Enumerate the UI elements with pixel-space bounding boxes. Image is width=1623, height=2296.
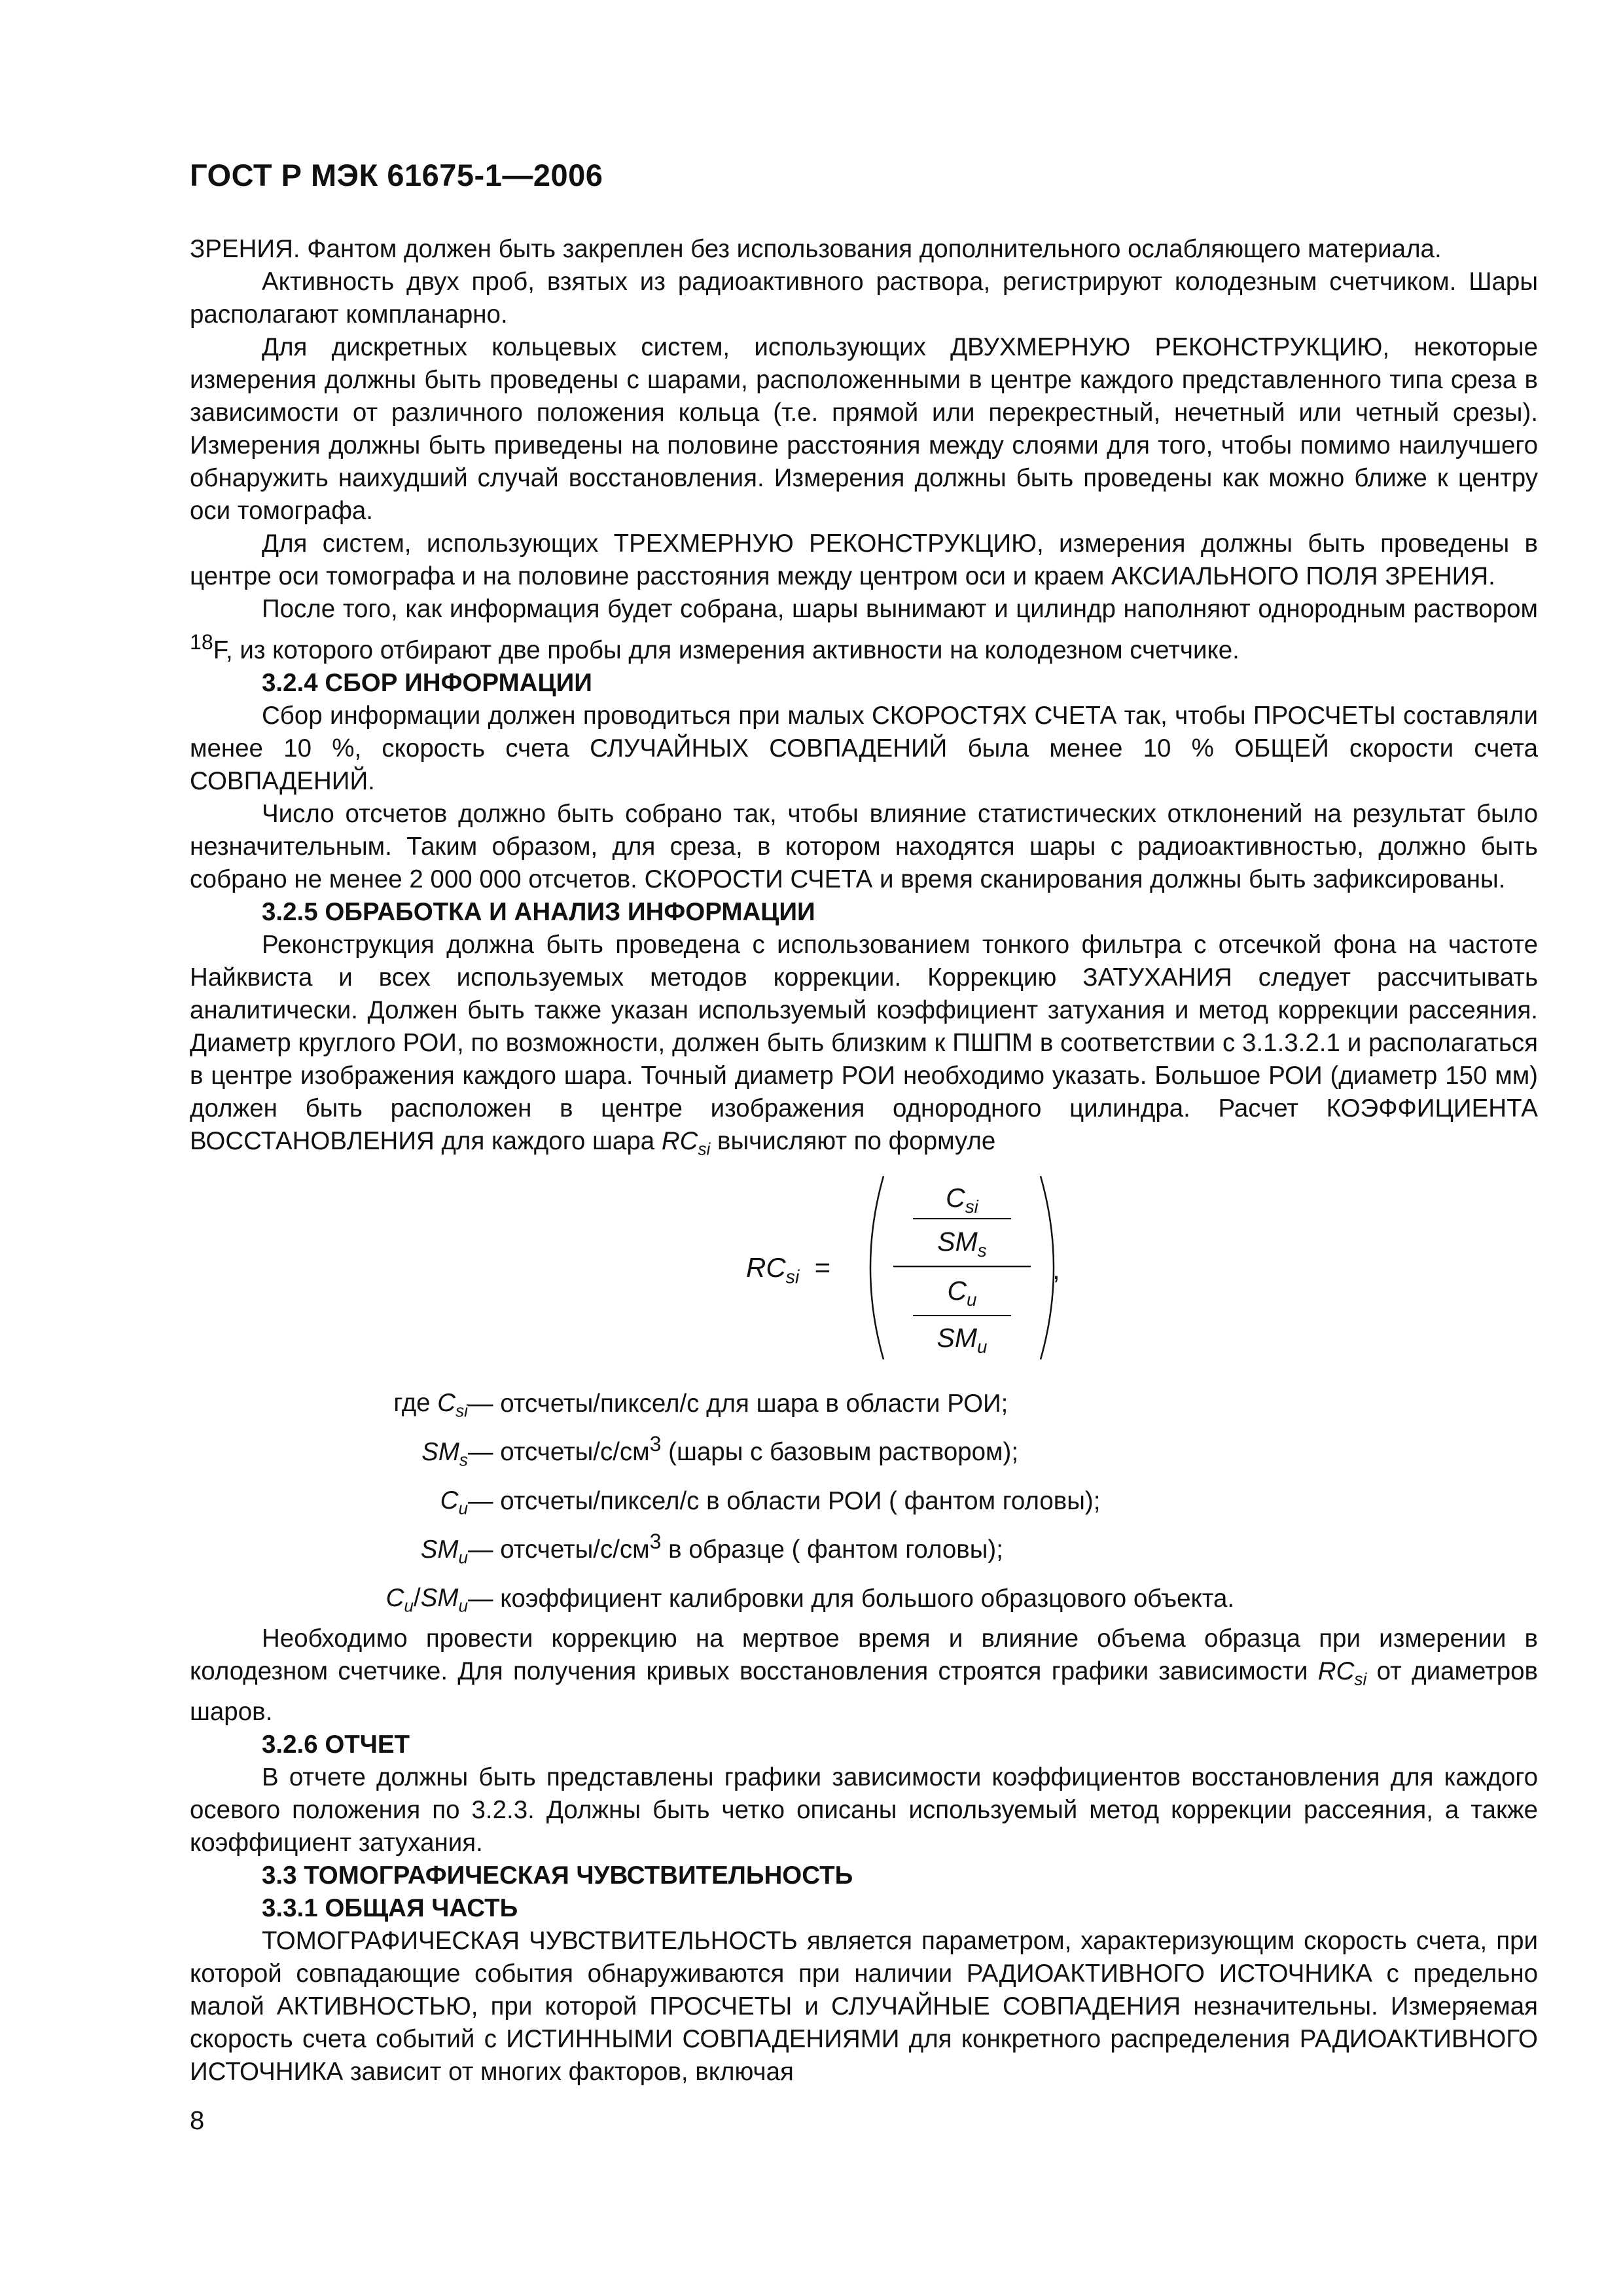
subscript-text: si xyxy=(455,1401,468,1422)
paragraph: ЗРЕНИЯ. Фантом должен быть закреплен без использования дополнительного ослабляющего материала. xyxy=(190,235,1442,263)
paragraph xyxy=(190,593,1538,667)
paragraph: Число отсчетов должно быть собрано так, чтобы влияние статистических отклонений на результат было незначительным. Таким образом, для среза, в котором находятся шары с радиоактивностью, должно быть собрано не менее 2 000 000 отсчетов. СКОРОСТИ СЧЕТА и время сканирования должны быть зафиксированы. xyxy=(190,799,1538,893)
symbol: SM xyxy=(936,1322,977,1353)
definition-text xyxy=(468,1379,1008,1420)
subscript-text: u xyxy=(404,1596,414,1617)
definition-run-2: в образце ( фантом головы); xyxy=(661,1535,1003,1564)
definition-run-2: (шары с базовым раствором); xyxy=(661,1437,1019,1466)
definition-row xyxy=(190,1574,1538,1623)
definition-row xyxy=(190,1525,1538,1574)
slash: / xyxy=(413,1584,421,1613)
section-heading: 3.3.1 ОБЩАЯ ЧАСТЬ xyxy=(262,1893,518,1922)
formula-fraction xyxy=(844,1170,1165,1366)
text-run: Реконструкция должна быть проведена с использованием тонкого фильтра с отсечкой фона на частоте Найквиста и всех используемых методов коррекции. Коррекцию ЗАТУХАНИЯ следует рассчитывать аналитически. Должен быть также указан используемый коэффициент затухания и метод коррекции рассеяния. Диаметр круглого РОИ, по возможности, должен быть близким к ПШПМ в соответствии с 3.1.3.2.1 и располагаться в центре изображения каждого шара. Точный диаметр РОИ необходимо указать. Большое РОИ (диаметр 150 мм) должен быть расположен в центре изображения однородного цилиндра. Расчет КОЭФФИЦИЕНТА ВОССТАНОВЛЕНИЯ для каждого шара xyxy=(190,930,1538,1155)
subscript xyxy=(458,1499,468,1518)
numerator-bottom xyxy=(903,1274,1021,1316)
text-run: от диаметров шаров. xyxy=(190,1657,1538,1726)
paragraph: Для дискретных кольцевых систем, использующих ДВУХМЕРНУЮ РЕКОНСТРУКЦИЮ, некоторые измерения должны быть проведены с шарами, расположенными в центре каждого представленного типа среза в зависимости от различного положения кольца (т.е. прямой или перекрестный, нечетный или четный срезы). Измерения должны быть приведены на половине расстояния между слоями для того, чтобы помимо наилучшего обнаружить наихудший случай восстановления. Измерения должны быть проведены как можно ближе к центру оси томографа. xyxy=(190,333,1538,525)
definition-symbol xyxy=(190,1534,468,1574)
subscript: u xyxy=(967,1289,977,1310)
symbol: C xyxy=(385,1584,404,1613)
definition-text xyxy=(468,1477,1100,1518)
math-subscript xyxy=(1354,1670,1366,1689)
subscript-text: s xyxy=(459,1450,468,1470)
paragraph: Сбор информации должен проводиться при малых СКОРОСТЯХ СЧЕТА так, чтобы ПРОСЧЕТЫ составляли менее 10 %, скорость счета СЛУЧАЙНЫХ СОВПАДЕНИЙ была менее 10 % ОБЩЕЙ скорости счета СОВПАДЕНИЙ. xyxy=(190,701,1538,795)
denominator-top xyxy=(903,1225,1021,1267)
paragraph: В отчете должны быть представлены графики зависимости коэффициентов восстановления для каждого осевого положения по 3.2.3. Должны быть четко описаны используемый метод коррекции рассеяния, а также коэффициент затухания. xyxy=(190,1763,1538,1857)
math-symbol: RC xyxy=(661,1126,698,1155)
section-heading: 3.2.5 ОБРАБОТКА И АНАЛИЗ ИНФОРМАЦИИ xyxy=(262,897,815,926)
definition-symbol xyxy=(190,1436,468,1477)
definition-run: — отсчеты/с/см xyxy=(468,1437,650,1466)
superscript: 3 xyxy=(649,1432,662,1456)
paragraph: Активность двух проб, взятых из радиоактивного раствора, регистрируют колодезным счетчиком. Шары располагают компланарно. xyxy=(190,268,1538,329)
subscript xyxy=(459,1450,468,1470)
symbol-2: SM xyxy=(420,1584,459,1613)
math-symbol: RC xyxy=(1317,1657,1355,1686)
subscript: si xyxy=(965,1196,978,1217)
page-number: 8 xyxy=(190,2106,205,2135)
definition-run: — отсчеты/пиксел/с в области РОИ ( фантом головы); xyxy=(468,1486,1101,1515)
definition-text xyxy=(468,1525,1003,1566)
symbol: C xyxy=(947,1275,967,1306)
symbol: C xyxy=(437,1389,456,1418)
formula-comma: , xyxy=(1052,1253,1060,1285)
recovery-coefficient-formula xyxy=(190,1170,1538,1372)
symbol: SM xyxy=(937,1226,978,1257)
denominator-bottom xyxy=(903,1321,1021,1363)
definition-symbol xyxy=(190,1387,468,1427)
text-run: F, из которого отбирают две пробы для измерения активности на колодезном счетчике. xyxy=(213,636,1240,664)
symbol: C xyxy=(946,1182,965,1213)
definition-symbol xyxy=(190,1582,468,1623)
definition-symbol xyxy=(190,1484,468,1525)
document-header: ГОСТ Р МЭК 61675-1—2006 xyxy=(190,158,603,192)
section-heading: 3.2.4 СБОР ИНФОРМАЦИИ xyxy=(262,668,592,697)
math-subscript-text: si xyxy=(698,1139,711,1159)
subscript-text: u xyxy=(458,1547,468,1568)
definition-text xyxy=(468,1574,1234,1615)
formula-equals: = xyxy=(814,1251,831,1283)
subscript: s xyxy=(977,1240,987,1261)
math-subscript-text: si xyxy=(1354,1669,1367,1689)
paragraph: ТОМОГРАФИЧЕСКАЯ ЧУВСТВИТЕЛЬНОСТЬ является параметром, характеризующим скорость счета, при которой совпадающие события обнаруживаются при наличии РАДИОАКТИВНОГО ИСТОЧНИКА с предельно малой АКТИВНОСТЬЮ, при которой ПРОСЧЕТЫ и СЛУЧАЙНЫЕ СОВПАДЕНИЯ незначительны. Измеряемая скорость счета событий с ИСТИННЫМИ СОВПАДЕНИЯМИ для конкретного распределения РАДИОАКТИВНОГО ИСТОЧНИКА зависит от многих факторов, включая xyxy=(190,1926,1538,2086)
paragraph xyxy=(190,929,1538,1166)
definition-row xyxy=(190,1379,1538,1428)
symbol: SM xyxy=(420,1535,459,1564)
section-heading: 3.3 ТОМОГРАФИЧЕСКАЯ ЧУВСТВИТЕЛЬНОСТЬ xyxy=(262,1861,853,1890)
symbol-definitions xyxy=(190,1379,1538,1623)
definition-run: — отсчеты/с/см xyxy=(468,1535,650,1564)
definition-text xyxy=(468,1427,1018,1469)
text-run: Необходимо провести коррекцию на мертвое время и влияние объема образца при измерении в колодезном счетчике. Для получения кривых восстановления строятся графики зависимости xyxy=(190,1624,1538,1686)
left-paren xyxy=(870,1176,883,1359)
symbol: SM xyxy=(421,1437,459,1466)
right-paren xyxy=(1041,1176,1054,1359)
subscript-2 xyxy=(458,1596,468,1616)
paragraph xyxy=(190,1623,1538,1729)
definition-run: — коэффициент калибровки для большого образцового объекта. xyxy=(468,1584,1235,1613)
definition-row xyxy=(190,1477,1538,1526)
subscript xyxy=(458,1548,468,1568)
subscript-text: u xyxy=(458,1499,468,1519)
definition-run: — отсчеты/пиксел/с для шара в области РОИ; xyxy=(468,1389,1008,1418)
subscript-text-2: u xyxy=(458,1596,468,1617)
text-run: После того, как информация будет собрана, шары вынимают и цилиндр наполняют однородным раствором xyxy=(262,595,1538,623)
text-run: вычисляют по формуле xyxy=(710,1126,996,1155)
formula-lhs xyxy=(746,1251,830,1293)
formula-lhs-sub: si xyxy=(785,1266,800,1287)
page-body xyxy=(190,233,1538,2089)
superscript: 18 xyxy=(190,630,213,654)
paragraph: Для систем, использующих ТРЕХМЕРНУЮ РЕКОНСТРУКЦИЮ, измерения должны быть проведены в центре оси томографа и на половине расстояния между центром оси и краем АКСИАЛЬНОГО ПОЛЯ ЗРЕНИЯ. xyxy=(190,529,1538,590)
section-heading: 3.2.6 ОТЧЕТ xyxy=(262,1730,410,1759)
subscript xyxy=(455,1401,468,1421)
symbol: C xyxy=(440,1486,459,1515)
definition-prefix: где xyxy=(393,1389,438,1418)
definition-row xyxy=(190,1427,1538,1477)
formula-lhs-symbol: RC xyxy=(746,1251,786,1283)
subscript xyxy=(404,1596,414,1616)
subscript: u xyxy=(976,1336,988,1357)
superscript: 3 xyxy=(649,1530,662,1554)
math-subscript xyxy=(698,1139,710,1159)
numerator-top xyxy=(903,1181,1021,1223)
